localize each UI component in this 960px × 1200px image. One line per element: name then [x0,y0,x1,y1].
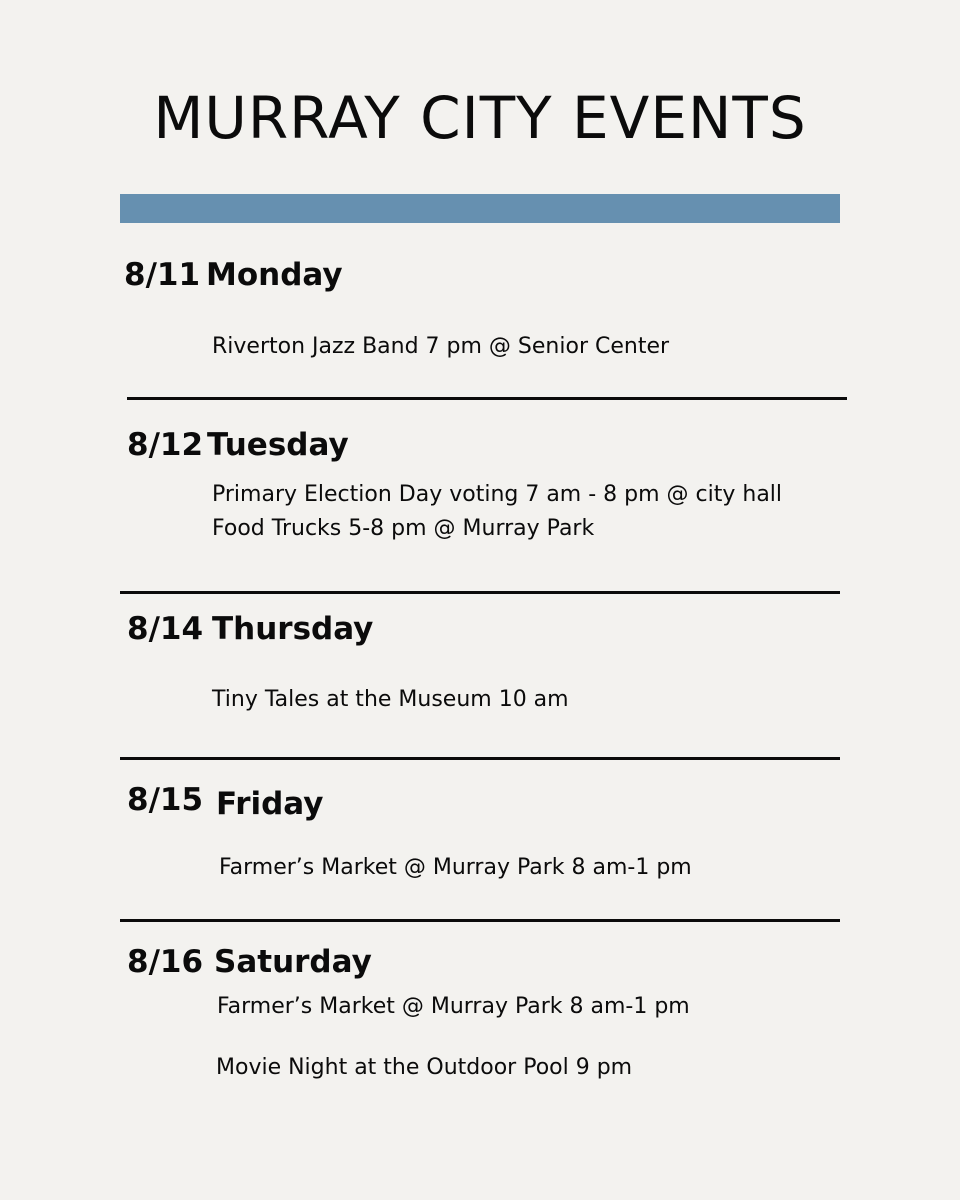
day-name: Thursday [212,611,374,647]
day-date: 8/15 [127,782,204,818]
day-date: 8/16 [127,944,204,980]
event-item: Primary Election Day voting 7 am - 8 pm @ city hall [212,482,783,507]
event-item: Tiny Tales at the Museum 10 am [212,687,569,712]
event-item: Movie Night at the Outdoor Pool 9 pm [216,1055,633,1080]
event-item: Riverton Jazz Band 7 pm @ Senior Center [212,334,670,359]
divider [120,919,840,922]
day-name: Saturday [214,944,372,980]
page-title: MURRAY CITY EVENTS [153,84,807,152]
day-date: 8/14 [127,611,204,647]
divider [120,757,840,760]
day-name: Monday [206,257,343,293]
event-item: Farmer’s Market @ Murray Park 8 am-1 pm [219,855,692,880]
day-date: 8/12 [127,427,204,463]
day-date: 8/11 [124,257,201,293]
day-name: Friday [216,786,324,822]
event-item: Food Trucks 5-8 pm @ Murray Park [212,516,595,541]
accent-bar [120,194,840,223]
divider [120,591,840,594]
event-item: Farmer’s Market @ Murray Park 8 am-1 pm [217,994,690,1019]
day-name: Tuesday [207,427,349,463]
divider [127,397,847,400]
